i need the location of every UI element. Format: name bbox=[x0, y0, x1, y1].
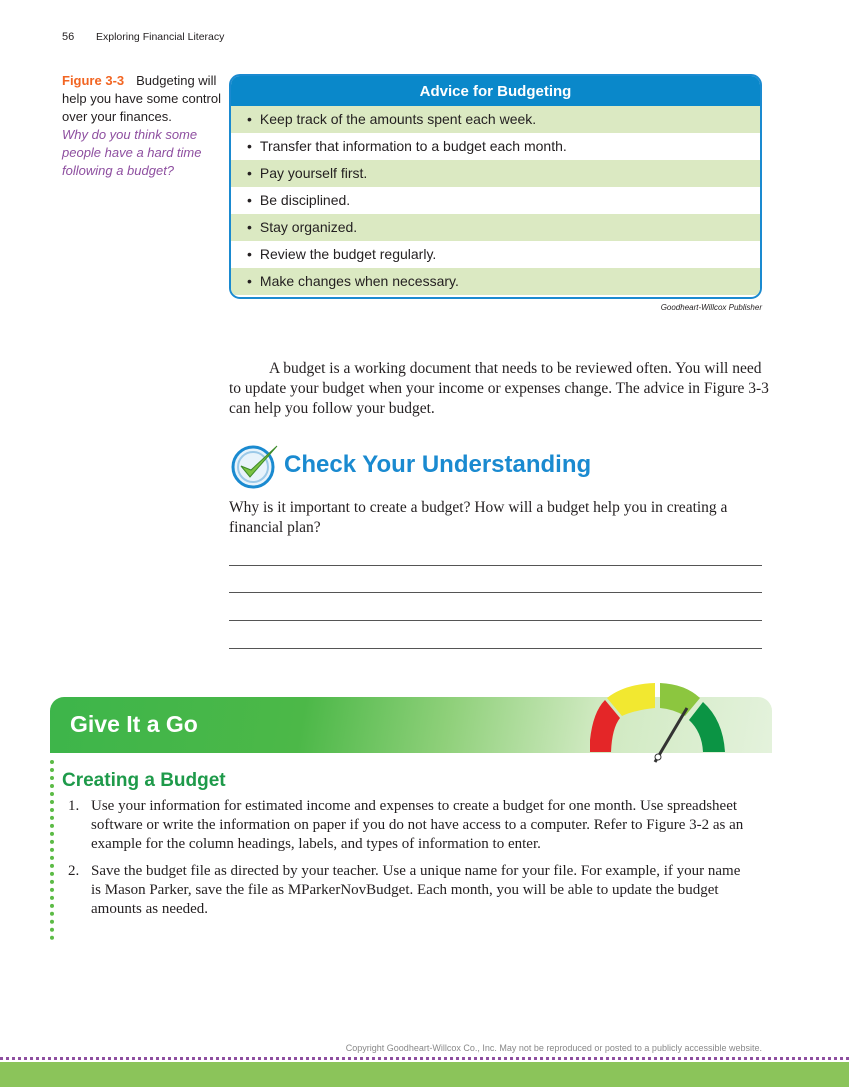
answer-line[interactable] bbox=[229, 648, 762, 649]
step-item: 1. Use your information for estimated income and expenses to create a budget for one month. Use spreadsheet software or write the information on paper if you do not have access to a computer. Refer to Figure 3-2 as an example for the column headings, labels, and types of information to enter. bbox=[68, 798, 744, 852]
advice-item: • Stay organized. bbox=[231, 214, 760, 241]
advice-item: • Keep track of the amounts spent each week. bbox=[231, 106, 760, 133]
advice-item: • Be disciplined. bbox=[247, 192, 351, 208]
step-item: 2. Save the budget file as directed by your teacher. Use a unique name for your file. For example, if your name is Mason Parker, save the file as MParkerNovBudget. Each month, you will be able to update the budget amounts as needed. bbox=[68, 863, 741, 917]
section-dotted-border bbox=[50, 760, 54, 940]
copyright-notice: Copyright Goodheart-Willcox Co., Inc. May not be reproduced or posted to a publicly accessible website. bbox=[345, 1043, 762, 1053]
activity-title: Creating a Budget bbox=[62, 770, 226, 791]
figure-credit: Goodheart-Willcox Publisher bbox=[660, 303, 762, 312]
activity-steps bbox=[62, 797, 752, 927]
figure-label: Figure 3-3 bbox=[62, 73, 125, 88]
advice-item: • Transfer that information to a budget each month. bbox=[247, 138, 567, 154]
caption-question: Why do you think some people have a hard time following a budget? bbox=[62, 127, 202, 178]
gauge-icon bbox=[585, 680, 735, 770]
caption-text: Budgeting will help you have some control over your finances. bbox=[62, 73, 221, 124]
answer-line[interactable] bbox=[229, 592, 762, 593]
give-it-a-go-title: Give It a Go bbox=[70, 711, 198, 737]
footer-dotted-line bbox=[0, 1057, 849, 1060]
advice-item: • Review the budget regularly. bbox=[247, 246, 437, 262]
check-your-understanding-title: Check Your Understanding bbox=[284, 451, 592, 478]
answer-line[interactable] bbox=[229, 620, 762, 621]
figure-caption bbox=[62, 72, 222, 180]
check-question: Why is it important to create a budget? How will a budget help you in creating a financial plan? bbox=[229, 499, 728, 536]
advice-title: Advice for Budgeting bbox=[231, 76, 760, 106]
footer-band bbox=[0, 1062, 849, 1087]
advice-list bbox=[231, 106, 760, 295]
advice-item: • Make changes when necessary. bbox=[231, 268, 760, 295]
advice-table bbox=[229, 74, 762, 299]
running-head: Exploring Financial Literacy bbox=[96, 31, 225, 43]
page-number: 56 bbox=[62, 31, 75, 43]
answer-line[interactable] bbox=[229, 565, 762, 566]
advice-item: • Pay yourself first. bbox=[231, 160, 760, 187]
checkmark-icon bbox=[229, 442, 281, 490]
body-paragraph: A budget is a working document that needs to be reviewed often. You will need to update your budget when your income or expenses change. The advice in Figure 3-3 can help you follow your budget. bbox=[229, 360, 769, 417]
